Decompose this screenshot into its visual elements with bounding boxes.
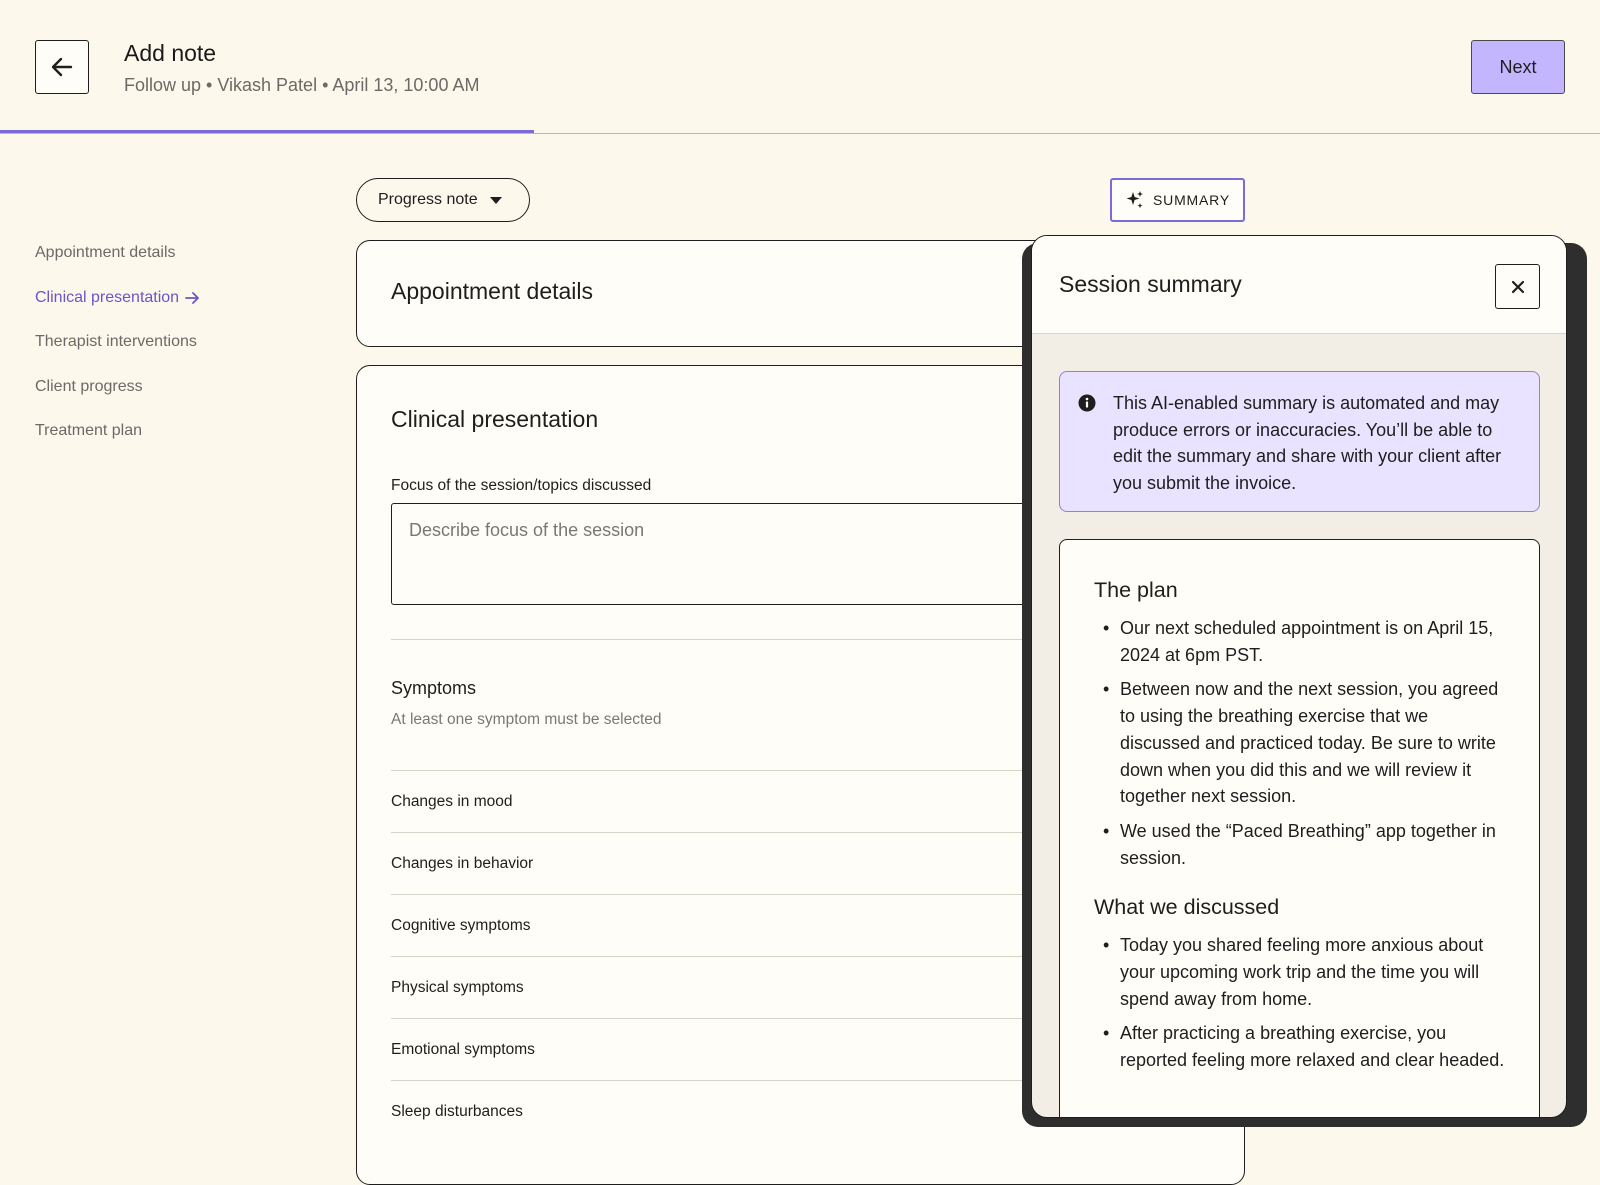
focus-field-label: Focus of the session/topics discussed bbox=[391, 477, 652, 494]
back-button[interactable] bbox=[35, 40, 89, 94]
nav-item-treatment-plan[interactable] bbox=[35, 422, 285, 467]
card-title: Appointment details bbox=[391, 278, 594, 304]
sparkle-icon bbox=[1125, 190, 1145, 210]
list-item: • Our next scheduled appointment is on April 15, 2024 at 6pm PST. bbox=[1120, 615, 1509, 668]
info-icon bbox=[1078, 394, 1096, 412]
plan-bullet-list bbox=[1094, 615, 1509, 871]
nav-item-therapist-interventions[interactable] bbox=[35, 333, 285, 378]
symptom-label: Cognitive symptoms bbox=[391, 916, 531, 934]
section-title-what-we-discussed: What we discussed bbox=[1094, 895, 1280, 920]
note-type-dropdown[interactable] bbox=[356, 178, 530, 222]
summary-button[interactable] bbox=[1110, 178, 1245, 222]
list-item: • Between now and the next session, you agreed to using the breathing exercise that we discussed and practiced today. Be sure to write down when you did this and we will review it together next session. bbox=[1120, 676, 1509, 810]
nav-item-appointment-details[interactable] bbox=[35, 244, 285, 289]
symptom-label: Changes in behavior bbox=[391, 854, 534, 872]
nav-item-clinical-presentation[interactable] bbox=[35, 289, 285, 334]
nav-item-label: Treatment plan bbox=[35, 422, 143, 439]
page-header bbox=[0, 0, 1600, 134]
symptom-label: Sleep disturbances bbox=[391, 1102, 523, 1120]
section-title-the-plan: The plan bbox=[1094, 578, 1178, 602]
symptom-row-physical-symptoms[interactable] bbox=[391, 956, 1091, 1018]
nav-item-label: Appointment details bbox=[35, 244, 176, 261]
summary-content-card bbox=[1059, 539, 1540, 1118]
arrow-left-icon bbox=[51, 57, 73, 77]
note-type-label: Progress note bbox=[378, 191, 478, 208]
panel-title: Session summary bbox=[1059, 271, 1242, 297]
session-summary-panel bbox=[1031, 235, 1567, 1118]
symptoms-title: Symptoms bbox=[391, 678, 477, 698]
close-icon bbox=[1511, 280, 1525, 294]
symptoms-hint: At least one symptom must be selected bbox=[391, 711, 662, 728]
symptom-label: Emotional symptoms bbox=[391, 1040, 535, 1058]
section-nav bbox=[35, 244, 285, 467]
discussion-bullet-list bbox=[1094, 932, 1509, 1074]
summary-button-label: SUMMARY bbox=[1153, 192, 1230, 208]
panel-header bbox=[1032, 236, 1566, 334]
next-button[interactable]: Next bbox=[1471, 40, 1565, 94]
list-item: • We used the “Paced Breathing” app together in session. bbox=[1120, 818, 1509, 871]
divider bbox=[391, 639, 1091, 640]
nav-item-label: Clinical presentation bbox=[35, 288, 180, 306]
nav-item-client-progress[interactable] bbox=[35, 378, 285, 423]
symptom-row-sleep-disturbances[interactable] bbox=[391, 1080, 1091, 1142]
caret-down-icon bbox=[490, 197, 502, 204]
symptom-label: Physical symptoms bbox=[391, 978, 524, 996]
symptom-row-emotional-symptoms[interactable] bbox=[391, 1018, 1091, 1080]
nav-item-label: Therapist interventions bbox=[35, 333, 197, 350]
list-item: • Today you shared feeling more anxious about your upcoming work trip and the time you will spend away from home. bbox=[1120, 932, 1509, 1012]
list-item: • After practicing a breathing exercise, you reported feeling more relaxed and clear headed. bbox=[1120, 1020, 1509, 1073]
page-subtitle: Follow up • Vikash Patel • April 13, 10:00 AM bbox=[124, 75, 480, 95]
ai-disclaimer-notice bbox=[1059, 371, 1540, 512]
nav-item-label: Client progress bbox=[35, 377, 143, 395]
symptom-row-changes-in-behavior[interactable] bbox=[391, 832, 1091, 894]
close-button[interactable] bbox=[1495, 264, 1540, 309]
progress-indicator bbox=[0, 130, 534, 133]
card-title: Clinical presentation bbox=[391, 406, 599, 432]
symptom-row-cognitive-symptoms[interactable] bbox=[391, 894, 1091, 956]
arrow-right-icon bbox=[185, 291, 200, 305]
symptom-label: Changes in mood bbox=[391, 792, 513, 810]
symptom-row-changes-in-mood[interactable] bbox=[391, 770, 1091, 832]
page-title: Add note bbox=[124, 40, 217, 66]
ai-disclaimer-text: This AI-enabled summary is automated and may produce errors or inaccuracies. You’ll be able to edit the summary and share with your client after you submit the invoice. bbox=[1113, 393, 1502, 494]
focus-of-session-input[interactable] bbox=[391, 503, 1091, 605]
